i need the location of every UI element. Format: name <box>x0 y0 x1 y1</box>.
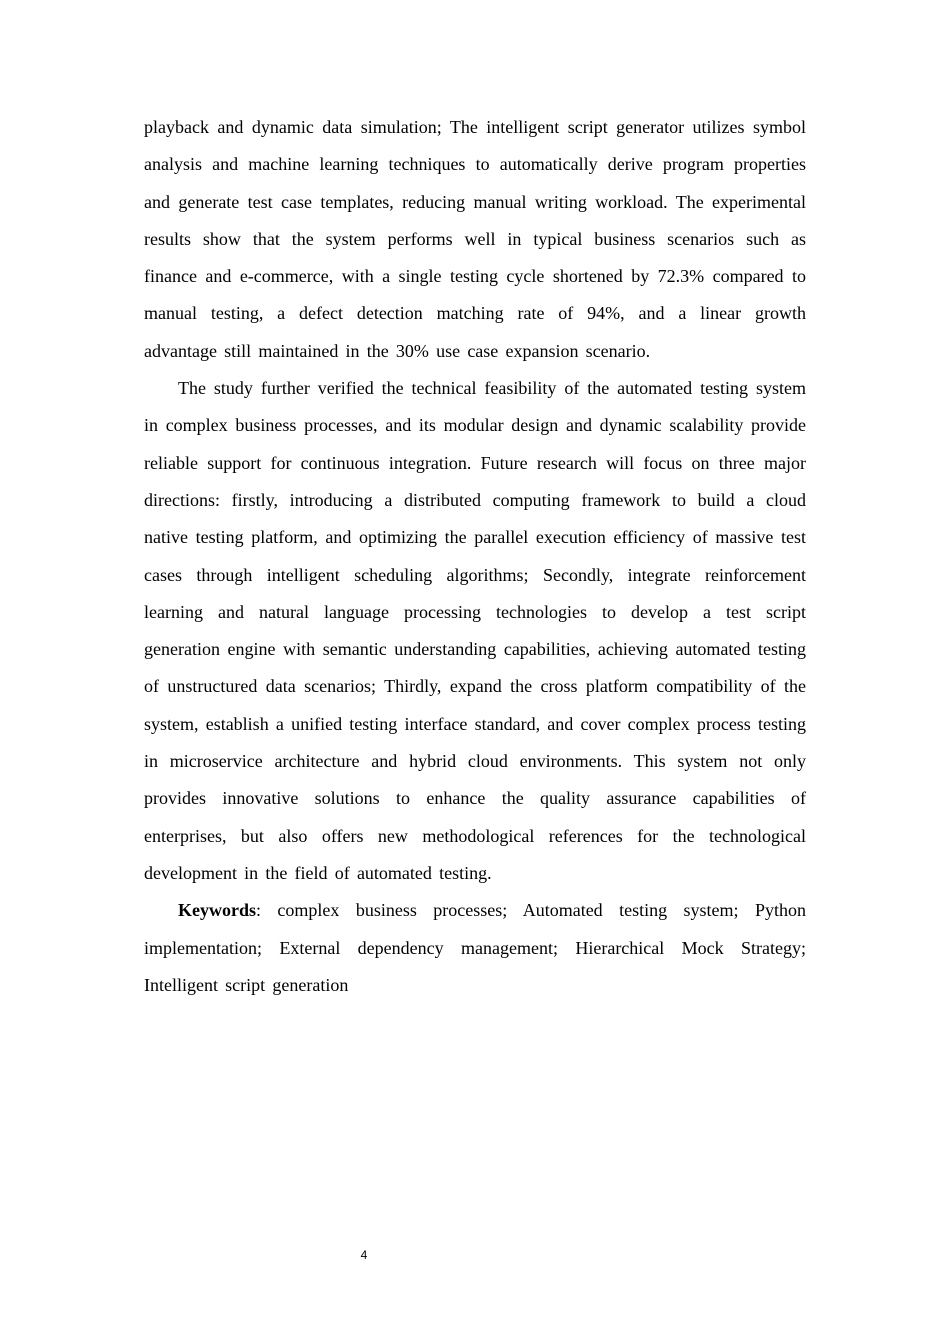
page-number: 4 <box>360 1248 368 1262</box>
keywords-list: : complex business processes; Automated testing system; Python implementation; External dependency management; Hierarchical Mock Strategy; Intelligent script generation <box>144 900 806 995</box>
abstract-paragraph-continued: playback and dynamic data simulation; The intelligent script generator utilizes symbol analysis and machine learning techniques to automatically derive program properties and generate test case templates, reducing manual writing workload. The experimental results show that the system performs well in typical business scenarios such as finance and e-commerce, with a single testing cycle shortened by 72.3% compared to manual testing, a defect detection matching rate of 94%, and a linear growth advantage still maintained in the 30% use case expansion scenario. <box>144 117 806 361</box>
abstract-paragraph-conclusion: The study further verified the technical feasibility of the automated testing system in complex business processes, and its modular design and dynamic scalability provide reliable support for continuous integration. Future research will focus on three major directions: firstly, introducing a distributed computing framework to build a cloud native testing platform, and optimizing the parallel execution efficiency of massive test cases through intelligent scheduling algorithms; Secondly, integrate reinforcement learning and natural language processing technologies to develop a test script generation engine with semantic understanding capabilities, achieving automated testing of unstructured data scenarios; Thirdly, expand the cross platform compatibility of the system, establish a unified testing interface standard, and cover complex process testing in microservice architecture and hybrid cloud environments. This system not only provides innovative solutions to enhance the quality assurance capabilities of enterprises, but also offers new methodological references for the technological development in the field of automated testing. <box>144 378 807 883</box>
document-body <box>144 109 806 1004</box>
keywords-label: Keywords <box>178 900 256 921</box>
keywords-paragraph <box>144 892 806 1004</box>
